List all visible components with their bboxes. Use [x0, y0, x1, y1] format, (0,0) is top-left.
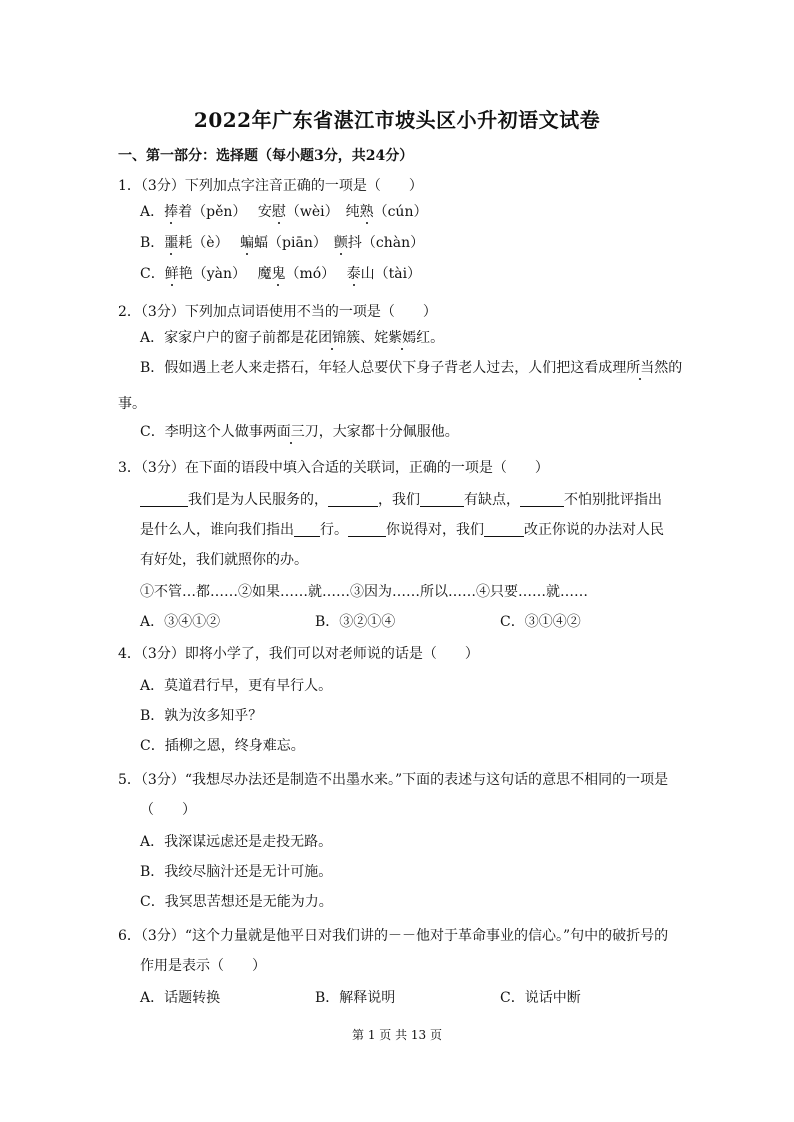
fill-blank: [420, 492, 464, 507]
question-5-option-c: C．我冥思苦想还是无能为力。: [140, 894, 333, 910]
question-3-option-c: C．③①④②: [500, 614, 581, 630]
dotted-phrase: 花团锦簇: [304, 330, 361, 346]
fill-blank: [484, 522, 524, 537]
question-5-option-b: B．我绞尽脑汁还是无计可施。: [140, 864, 333, 880]
page-footer: 第 1 页 共 13 页: [352, 1028, 442, 1042]
fill-blank: [140, 492, 188, 507]
question-6-option-b: B．解释说明: [315, 990, 396, 1006]
question-1-option-b: B．噩耗（è） 蝙蝠（piān） 颤抖（chàn）: [140, 235, 425, 251]
dotted-char: 颤: [333, 235, 348, 251]
dotted-char: 蝙: [240, 235, 255, 251]
dotted-char: 慰: [271, 204, 286, 220]
question-5-option-a: A．我深谋远虑还是走投无路。: [140, 834, 333, 850]
fill-blank: [520, 492, 564, 507]
question-3-choices: ①不管…都……②如果……就……③因为……所以……④只要……就……: [140, 584, 588, 600]
question-2-option-c: C．李明这个人做事两面三刀，大家都十分佩服他。: [140, 424, 459, 440]
fill-blank: [294, 522, 320, 537]
dotted-phrase: 姹紫嫣红: [374, 330, 431, 346]
question-2-option-a: A．家家户户的窗子前都是花团锦簇、姹紫嫣红。: [140, 330, 445, 346]
dotted-char: 鬼: [271, 266, 286, 282]
question-4-option-b: B．孰为汝多知乎？: [140, 708, 263, 724]
page-title: 2022年广东省湛江市坡头区小升初语文试卷: [193, 108, 601, 132]
question-1-option-a: A．捧着（pěn） 安慰（wèi） 纯熟（cún）: [140, 204, 428, 220]
question-3-passage-line-1: 我们是为人民服务的， ，我们 有缺点， 不怕别批评指出: [140, 490, 662, 510]
dotted-char: 熟: [359, 204, 374, 220]
question-5-stem: 5．（3分）“我想尽办法还是制造不出墨水来。”下面的表述与这句话的意思不相同的一项是: [118, 772, 669, 788]
question-3-stem: 3．（3分）在下面的语段中填入合适的关联词，正确的一项是（ ）: [118, 460, 549, 476]
question-2-option-b: B．假如遇上老人来走搭石，年轻人总要伏下身子背老人过去，人们把这看成理所当然的: [140, 360, 683, 376]
question-3-option-a: A．③④①②: [140, 614, 221, 630]
dotted-char: 捧: [164, 204, 179, 220]
section-heading: 一、第一部分：选择题（每小题3分，共24分）: [118, 148, 414, 164]
question-2-option-b-cont: 事。: [118, 396, 146, 412]
question-2-stem: 2．（3分）下列加点词语使用不当的一项是（ ）: [118, 304, 437, 320]
question-3-passage-line-3: 有好处，我们就照你的办。: [140, 552, 308, 568]
question-4-option-c: C．插柳之恩，终身难忘。: [140, 738, 305, 754]
question-6-stem: 6．（3分）“这个力量就是他平日对我们讲的－－他对于革命事业的信心。”句中的破折号的: [118, 928, 669, 944]
dotted-phrase: 理所当然: [612, 360, 669, 376]
question-1-stem: 1．（3分）下列加点字注音正确的一项是（ ）: [118, 178, 423, 194]
fill-blank: [328, 492, 378, 507]
question-5-stem-cont: （ ）: [140, 802, 196, 818]
question-3-option-b: B．③②①④: [315, 614, 396, 630]
question-6-option-c: C．说话中断: [500, 990, 581, 1006]
question-6-stem-cont: 作用是表示（ ）: [140, 958, 266, 974]
question-6-option-a: A．话题转换: [140, 990, 221, 1006]
dotted-char: 噩: [164, 235, 179, 251]
question-1-option-c: C．鲜艳（yàn） 魔鬼（mó） 泰山（tài）: [140, 266, 422, 282]
dotted-char: 泰: [346, 266, 361, 282]
question-4-stem: 4．（3分）即将小学了，我们可以对老师说的话是（ ）: [118, 646, 479, 662]
question-3-passage-line-2: 是什么人，谁向我们指出 行。 你说得对，我们 改正你说的办法对人民: [140, 522, 664, 538]
dotted-phrase: 两面三刀: [262, 424, 319, 440]
dotted-char: 鲜: [164, 266, 179, 282]
fill-blank: [348, 522, 386, 537]
question-4-option-a: A．莫道君行早，更有早行人。: [140, 678, 333, 694]
